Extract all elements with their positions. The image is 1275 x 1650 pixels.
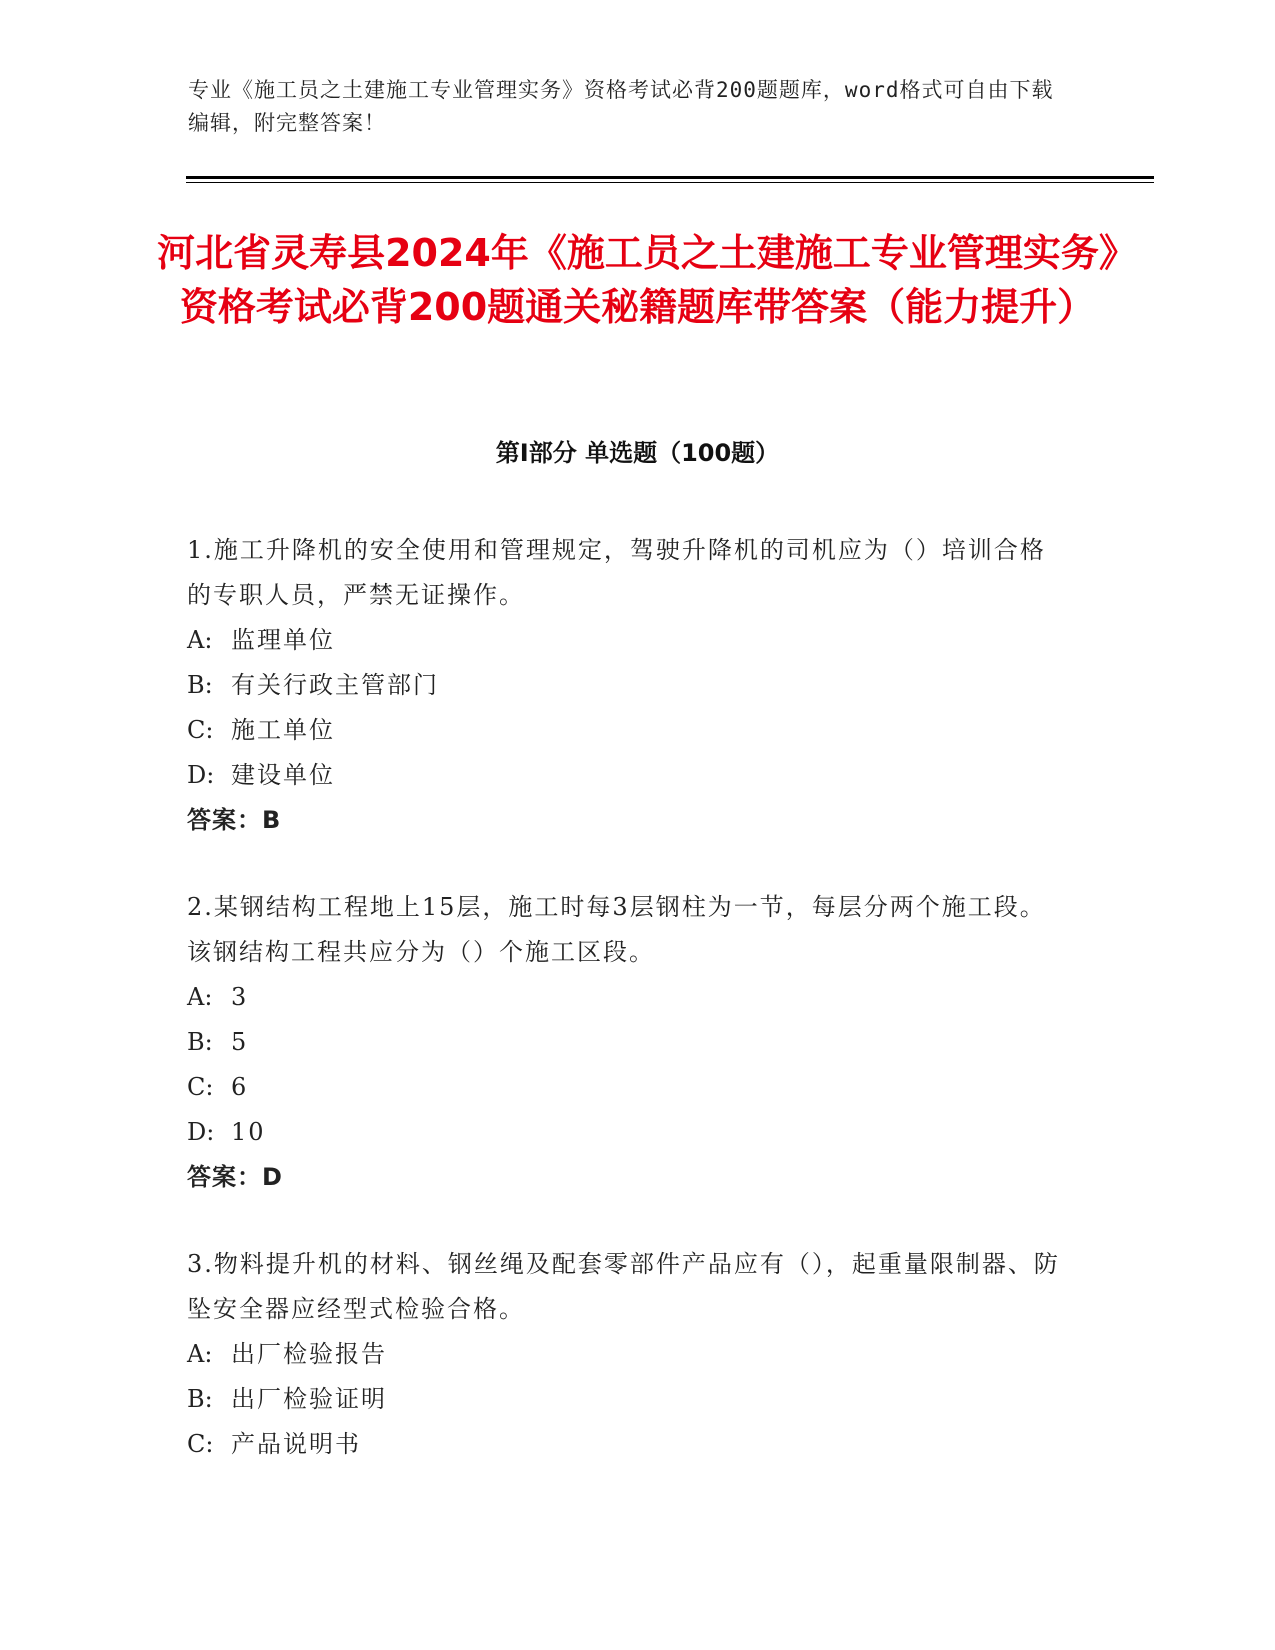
option-text: 监理单位 <box>231 626 335 654</box>
option-b <box>187 1020 1067 1065</box>
option-text: 出厂检验证明 <box>231 1385 387 1413</box>
option-text: 6 <box>231 1073 249 1101</box>
section-title: 第Ⅰ部分 单选题（100题） <box>495 439 780 467</box>
option-text: 产品说明书 <box>231 1430 361 1458</box>
option-b <box>187 1377 1067 1422</box>
question-text: 1.施工升降机的安全使用和管理规定，驾驶升降机的司机应为（）培训合格的专职人员，严禁无证操作。 <box>187 536 1046 609</box>
header-divider-thick <box>186 176 1154 179</box>
option-text: 施工单位 <box>231 716 335 744</box>
question-text: 3.物料提升机的材料、钢丝绳及配套零部件产品应有（），起重量限制器、防坠安全器应经型式检验合格。 <box>187 1250 1060 1323</box>
question-text: 2.某钢结构工程地上15层，施工时每3层钢柱为一节，每层分两个施工段。该钢结构工程共应分为（）个施工区段。 <box>187 893 1046 966</box>
option-text: 10 <box>231 1118 266 1146</box>
option-label: A: <box>187 1340 213 1368</box>
question-item <box>187 1242 1067 1467</box>
option-label: B: <box>187 1028 213 1056</box>
option-c <box>187 1065 1067 1110</box>
option-a <box>187 618 1067 663</box>
option-label: B: <box>187 1385 213 1413</box>
question-item <box>187 885 1067 1200</box>
header-divider-thin <box>186 182 1154 183</box>
question-item <box>187 528 1067 843</box>
option-label: C: <box>187 716 214 744</box>
option-b <box>187 663 1067 708</box>
option-label: A: <box>187 983 213 1011</box>
answer-text: 答案：B <box>187 806 282 834</box>
document-title: 河北省灵寿县2024年《施工员之土建施工专业管理实务》资格考试必背200题通关秘籍题库带答案（能力提升） <box>157 231 1118 329</box>
option-text: 3 <box>231 983 249 1011</box>
option-label: C: <box>187 1073 214 1101</box>
option-text: 建设单位 <box>231 761 335 789</box>
question-list <box>187 528 1067 1509</box>
option-a <box>187 1332 1067 1377</box>
header-note: 专业《施工员之土建施工专业管理实务》资格考试必背200题题库，word格式可自由下载编辑，附完整答案！ <box>188 78 1054 135</box>
option-d <box>187 753 1067 798</box>
option-c <box>187 1422 1067 1467</box>
answer-text: 答案：D <box>187 1163 283 1191</box>
option-label: A: <box>187 626 213 654</box>
option-label: C: <box>187 1430 214 1458</box>
option-text: 出厂检验报告 <box>231 1340 387 1368</box>
option-d <box>187 1110 1067 1155</box>
option-label: B: <box>187 671 213 699</box>
option-a <box>187 975 1067 1020</box>
option-text: 有关行政主管部门 <box>231 671 439 699</box>
option-c <box>187 708 1067 753</box>
option-label: D: <box>187 761 215 789</box>
option-text: 5 <box>231 1028 249 1056</box>
option-label: D: <box>187 1118 215 1146</box>
